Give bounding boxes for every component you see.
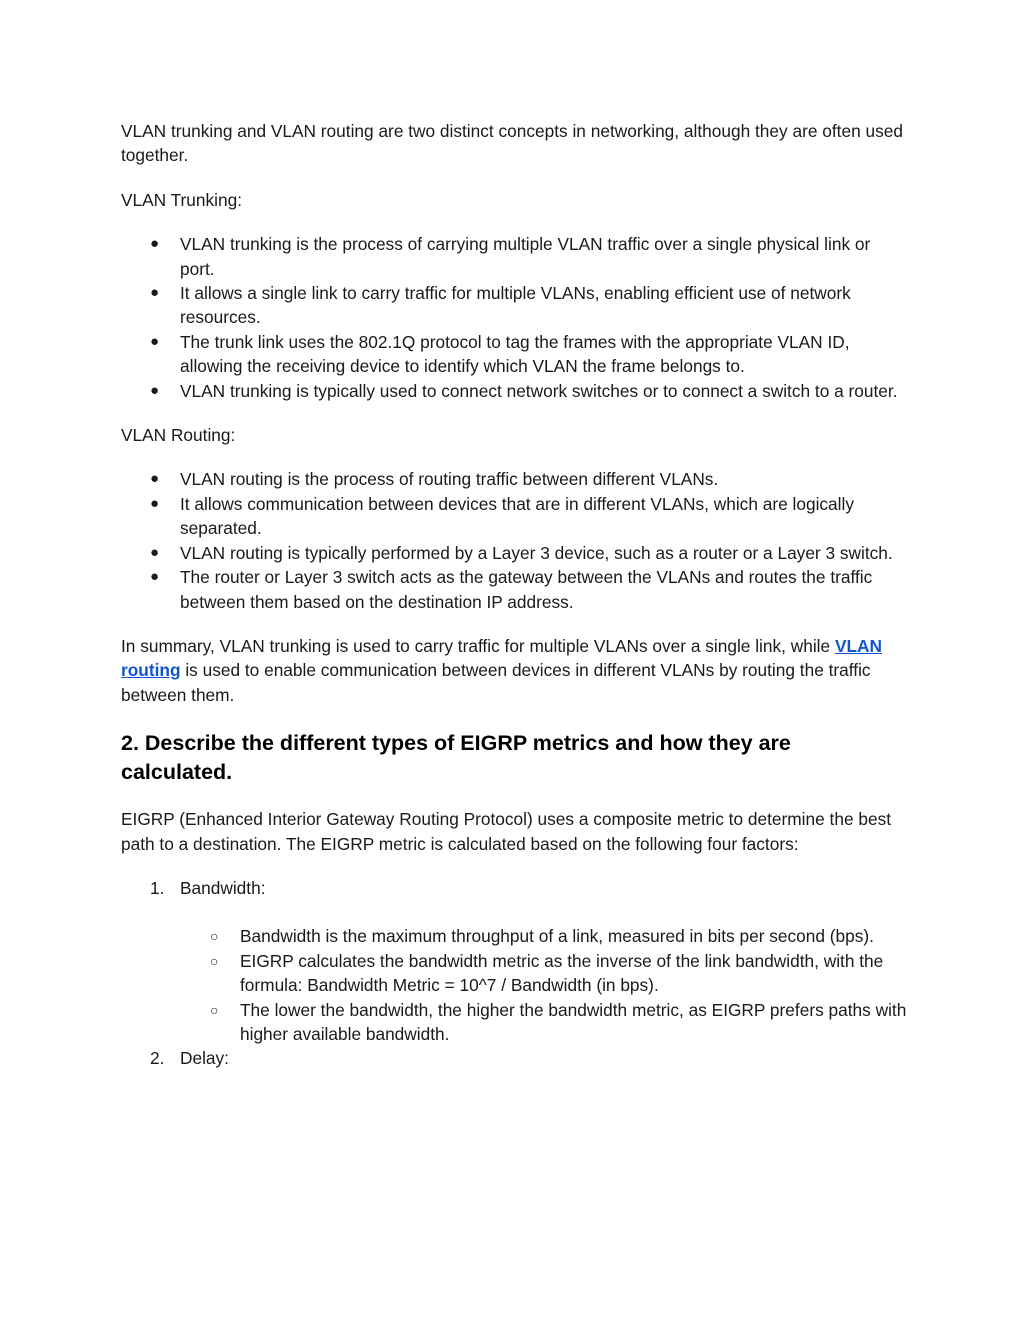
list-item-text: VLAN trunking is typically used to connect network switches or to connect a switch to a router. [180, 380, 898, 401]
list-item-text: The router or Layer 3 switch acts as the gateway between the VLANs and routes the traffic between them based on the destination IP address. [180, 567, 873, 612]
factor-number: 2. [150, 1048, 165, 1069]
bullet-icon: ● [150, 543, 160, 561]
list-item [121, 492, 907, 541]
list-item-text: VLAN routing is the process of routing traffic between different VLANs. [180, 469, 719, 490]
vlan-routing-link[interactable]: VLAN routing [121, 635, 882, 681]
bullet-icon: ● [150, 381, 160, 399]
hollow-bullet-icon: ○ [210, 1001, 219, 1018]
list-item [121, 330, 907, 379]
factor-list [121, 876, 907, 1071]
list-item [180, 924, 907, 948]
factor-name: Delay: [180, 1048, 229, 1069]
factor-item-bandwidth [121, 876, 907, 1046]
list-item-text: The lower the bandwidth, the higher the bandwidth metric, as EIGRP prefers paths with higher available bandwidth. [240, 999, 907, 1044]
list-item [121, 232, 907, 281]
summary-text-before: In summary, VLAN trunking is used to carry traffic for multiple VLANs over a single link, while [121, 635, 835, 656]
list-item-text: EIGRP calculates the bandwidth metric as the inverse of the link bandwidth, with the formula: Bandwidth Metric = 10^7 / Bandwidth (in bps). [240, 950, 884, 996]
factor-number: 1. [150, 877, 165, 898]
factor-name: Bandwidth: [180, 877, 266, 898]
list-item-text: Bandwidth is the maximum throughput of a link, measured in bits per second (bps). [240, 926, 874, 947]
list-item-text: The trunk link uses the 802.1Q protocol to tag the frames with the appropriate VLAN ID, allowing the receiving device to identify which VLAN the frame belongs to. [180, 331, 850, 377]
summary-text-after: is used to enable communication between devices in different VLANs by routing the traffic between them. [121, 660, 871, 705]
summary-paragraph [121, 634, 907, 707]
bullet-icon: ● [150, 568, 160, 586]
eigrp-intro-paragraph: EIGRP (Enhanced Interior Gateway Routing Protocol) uses a composite metric to determine the best path to a destination. The EIGRP metric is calculated based on the following four factors: [121, 809, 892, 854]
hollow-bullet-icon: ○ [210, 928, 219, 945]
trunking-list [121, 232, 907, 403]
bullet-icon: ● [150, 235, 160, 253]
list-item [180, 998, 907, 1047]
routing-list [121, 467, 907, 613]
bullet-icon: ● [150, 470, 160, 488]
factor-item-delay [121, 1046, 907, 1070]
list-item [121, 541, 907, 565]
bullet-icon: ● [150, 284, 160, 302]
list-item [121, 379, 907, 403]
question-heading: 2. Describe the different types of EIGRP metrics and how they are calculated. [121, 731, 791, 785]
list-item-text: It allows communication between devices that are in different VLANs, which are logically separated. [180, 493, 854, 539]
document-page [121, 119, 907, 1071]
list-item-text: VLAN trunking is the process of carrying multiple VLAN traffic over a single physical link or port. [180, 234, 871, 279]
list-item [121, 281, 907, 330]
list-item [121, 565, 907, 614]
factor-points [180, 924, 907, 1046]
list-item-text: VLAN routing is typically performed by a Layer 3 device, such as a router or a Layer 3 switch. [180, 542, 893, 563]
bullet-icon: ● [150, 332, 160, 350]
intro-paragraph: VLAN trunking and VLAN routing are two distinct concepts in networking, although they are often used together. [121, 121, 903, 166]
list-item [121, 467, 907, 491]
hollow-bullet-icon: ○ [210, 952, 219, 969]
routing-heading: VLAN Routing: [121, 425, 236, 446]
list-item [180, 949, 907, 998]
trunking-heading: VLAN Trunking: [121, 189, 243, 210]
bullet-icon: ● [150, 494, 160, 512]
list-item-text: It allows a single link to carry traffic for multiple VLANs, enabling efficient use of network resources. [180, 283, 851, 328]
